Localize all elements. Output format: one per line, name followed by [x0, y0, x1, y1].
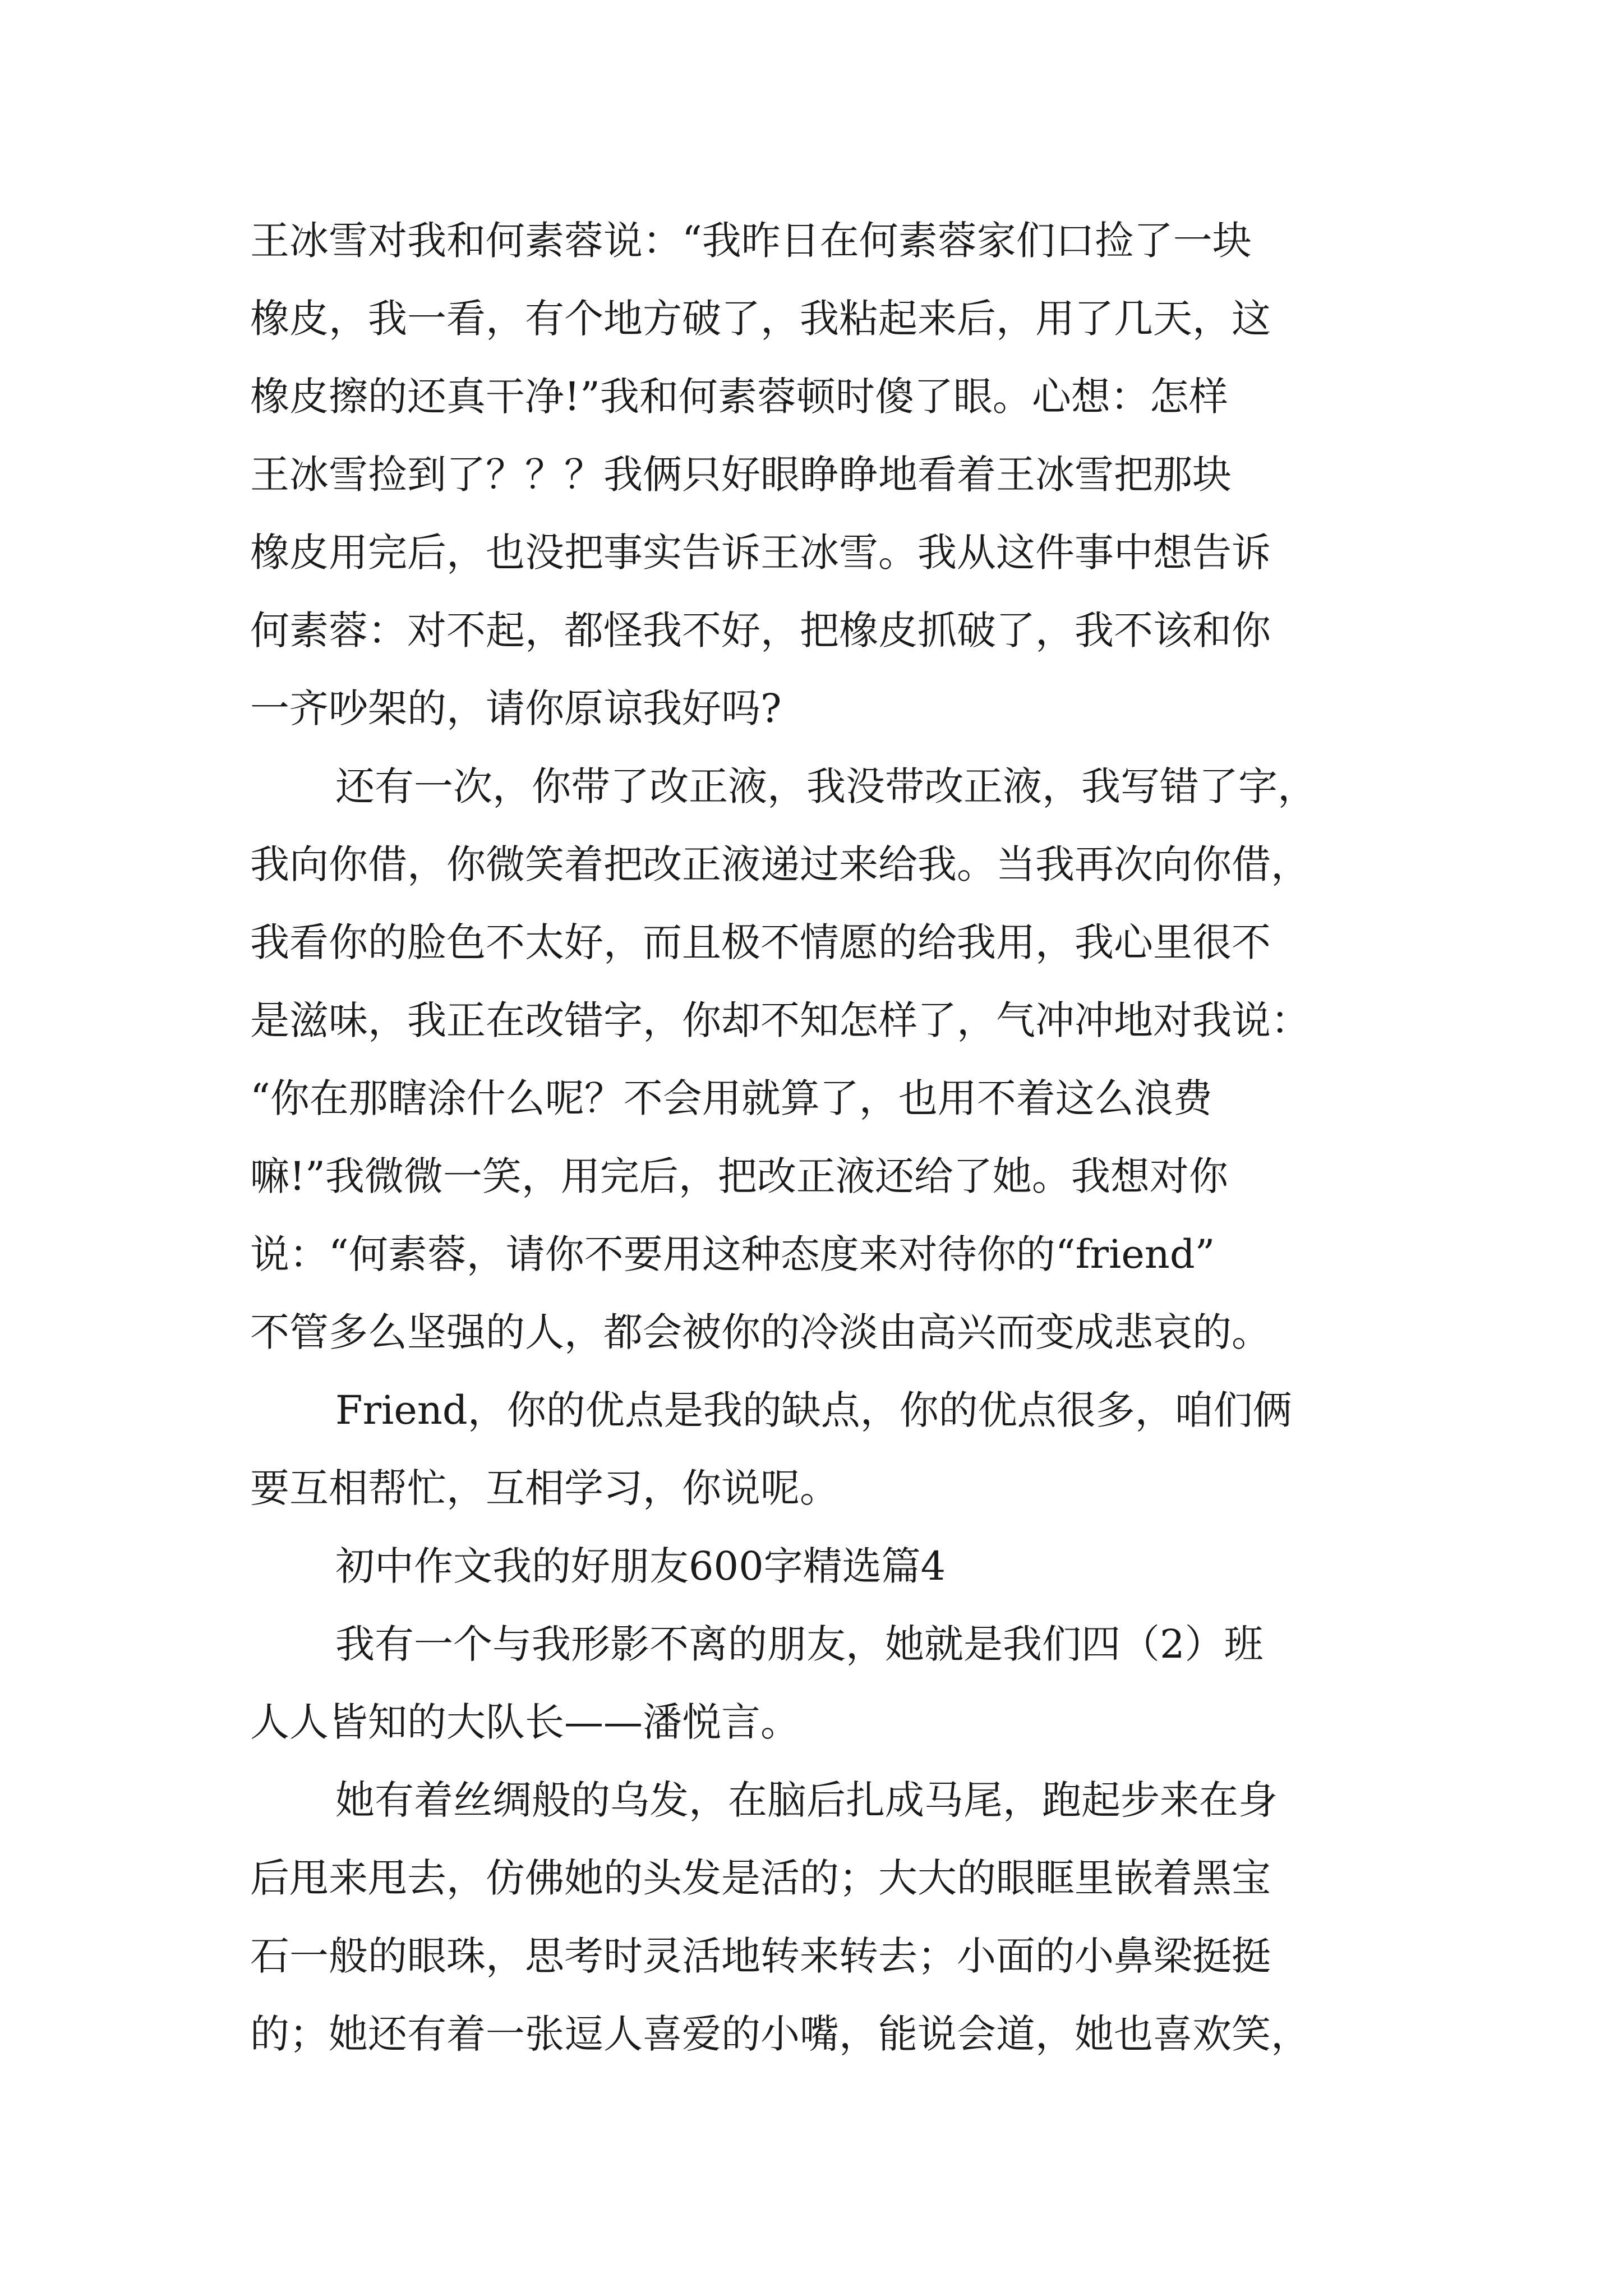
paragraph-first-line: Friend，你的优点是我的缺点，你的优点很多，咱们俩 — [335, 1387, 1292, 1433]
text-line: 说：“何素蓉，请你不要用这种态度来对待你的“friend” — [250, 1231, 1215, 1277]
text-line: 橡皮用完后，也没把事实告诉王冰雪。我从这件事中想告诉 — [250, 530, 1271, 576]
text-line: 橡皮擦的还真干净!”我和何素蓉顿时傻了眼。心想：怎样 — [250, 374, 1228, 420]
text-line: 我向你借，你微笑着把改正液递过来给我。当我再次向你借， — [250, 841, 1310, 887]
text-line: 人人皆知的大队长——潘悦言。 — [250, 1699, 800, 1745]
text-line: “你在那瞎涂什么呢？不会用就算了，也用不着这么浪费 — [250, 1075, 1212, 1121]
paragraph-first-line: 她有着丝绸般的乌发，在脑后扎成马尾，跑起步来在身 — [335, 1777, 1278, 1823]
text-line: 橡皮，我一看，有个地方破了，我粘起来后，用了几天，这 — [250, 296, 1271, 342]
text-line: 何素蓉：对不起，都怪我不好，把橡皮抓破了，我不该和你 — [250, 608, 1271, 654]
section-heading: 初中作文我的好朋友600字精选篇4 — [335, 1543, 946, 1589]
text-line: 后甩来甩去，仿佛她的头发是活的；大大的眼眶里嵌着黑宝 — [250, 1855, 1271, 1901]
text-line: 王冰雪捡到了？？？我俩只好眼睁睁地看着王冰雪把那块 — [250, 452, 1232, 498]
paragraph-first-line: 还有一次，你带了改正液，我没带改正液，我写错了字， — [335, 763, 1317, 809]
text-line: 是滋味，我正在改错字，你却不知怎样了，气冲冲地对我说： — [250, 997, 1310, 1043]
text-line: 的；她还有着一张逗人喜爱的小嘴，能说会道，她也喜欢笑， — [250, 2011, 1310, 2057]
text-line: 我看你的脸色不太好，而且极不情愿的给我用，我心里很不 — [250, 919, 1271, 965]
document-body — [250, 202, 1405, 2073]
text-line: 不管多么坚强的人，都会被你的冷淡由高兴而变成悲哀的。 — [250, 1309, 1271, 1355]
text-line: 嘛!”我微微一笑，用完后，把改正液还给了她。我想对你 — [250, 1153, 1228, 1199]
text-line: 一齐吵架的，请你原谅我好吗? — [250, 685, 782, 731]
text-line: 王冰雪对我和何素蓉说：“我昨日在何素蓉家们口捡了一块 — [250, 218, 1252, 264]
text-line: 要互相帮忙，互相学习，你说呢。 — [250, 1465, 839, 1511]
paragraph-first-line: 我有一个与我形影不离的朋友，她就是我们四（2）班 — [335, 1621, 1264, 1667]
text-line: 石一般的眼珠，思考时灵活地转来转去；小面的小鼻梁挺挺 — [250, 1933, 1271, 1979]
